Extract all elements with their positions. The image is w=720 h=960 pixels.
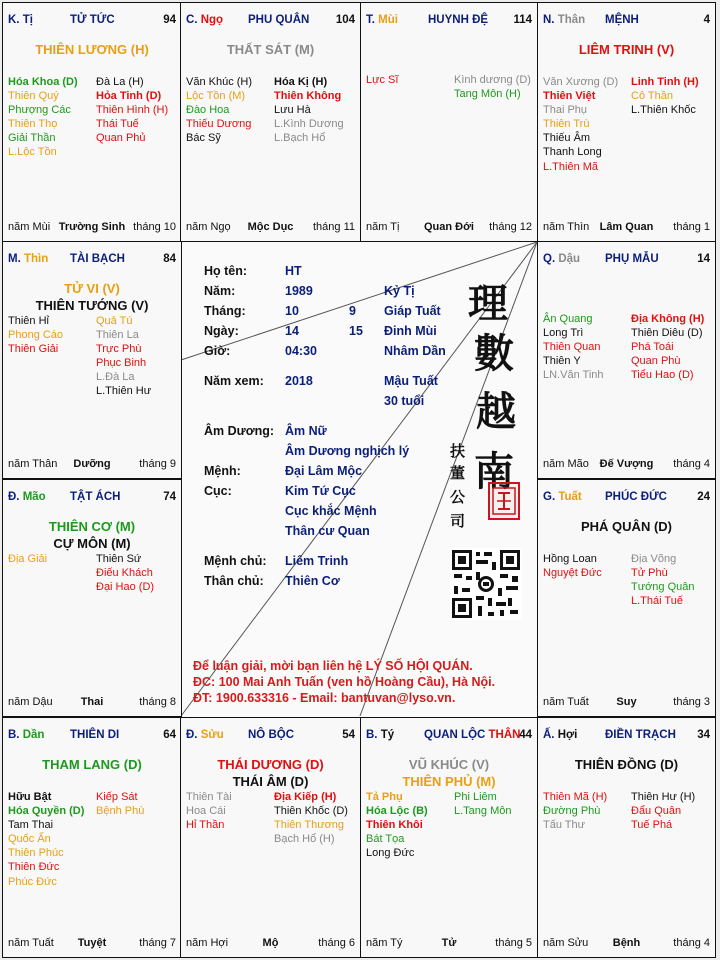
star-column-left [543,312,604,382]
palace-cell-suu[interactable] [180,717,361,958]
minor-star: Tang Môn (H) [454,88,521,101]
minor-star: Quả Tú [96,315,133,327]
calligraphy-char-4: 南 [474,448,514,495]
star-column-right [96,552,154,594]
minor-star: LN.Văn Tinh [543,369,604,382]
minor-star: Long Trì [543,327,584,340]
main-star: THÁI ÂM (D) [232,774,309,789]
palace-cell-dau[interactable] [537,241,716,479]
minor-star: Tiểu Hao (D) [631,369,694,382]
star-column-left [366,73,398,87]
palace-name: PHÚC ĐỨC [605,491,667,503]
main-star: THIÊN ĐỒNG (D) [574,757,679,772]
main-star: THIÊN LƯƠNG (H) [35,42,149,57]
minor-star: Giải Thần [8,132,56,145]
palace-year: năm Ngọ [186,221,231,233]
minor-star: Địa Võng [631,553,677,565]
star-column-left [8,75,78,160]
minor-star: Phục Binh [96,357,147,370]
palace-header [366,729,532,745]
star-column-left [543,552,602,580]
palace-branch: N. Thân [543,14,586,26]
minor-star: Thiên Thọ [8,118,58,131]
palace-header [8,253,176,269]
minor-star: Hoa Cái [186,805,226,818]
minor-star: Lực Sĩ [366,74,399,86]
palace-year: năm Tuất [543,696,589,708]
palace-name: TÀI BẠCH [70,253,125,265]
minor-star: Thiên Phúc [8,847,64,860]
star-column-right [274,790,348,846]
minor-star: Văn Khúc (H) [186,76,253,88]
palace-name: THIÊN DI [70,729,120,741]
minor-star: Ân Quang [543,313,593,325]
main-star: THÁI DƯƠNG (D) [217,757,324,772]
nam-xem-label: Năm xem: [204,374,264,388]
palace-cell-ty[interactable] [360,717,538,958]
minor-star: L.Thiên Hư [96,385,152,398]
star-column-right [631,790,695,832]
palace-year: năm Tuất [8,937,54,949]
palace-name: PHỤ MẪU [605,253,659,265]
minor-star: Kiếp Sát [96,791,138,803]
am-duong-note: Âm Dương nghịch lý [285,444,410,458]
contact-line-2: ĐC: 100 Mai Anh Tuấn (ven hồ Hoàng Cầu), Hà Nội. [193,675,496,689]
than-chu-value: Thiên Cơ [285,574,340,588]
minor-star: Thiên Hình (H) [96,104,169,117]
palace-header [8,729,176,745]
minor-star: Thiên Quý [8,90,59,103]
palace-header [186,729,355,745]
star-column-right [631,552,695,608]
palace-month: tháng 8 [139,696,176,708]
main-stars [3,280,181,314]
minor-star: Cô Thần [631,90,673,103]
minor-star: Đại Hao (D) [96,581,155,594]
star-column-right [274,75,344,145]
minor-star: Kình dương (D) [454,74,531,86]
palace-branch: T. Mùi [366,14,398,26]
minor-star: Thiên Không [274,90,342,103]
minor-star: Thiên Thương [274,819,345,832]
than-chu-label: Thân chủ: [204,574,264,588]
gio-label: Giờ: [204,344,231,358]
palace-age: 4 [703,14,710,26]
palace-year: năm Mùi [8,221,51,233]
palace-age: 44 [519,729,532,741]
palace-stage: Mộc Dục [247,221,294,233]
palace-name: MỆNH [605,14,639,26]
palace-year: năm Tý [366,937,403,949]
minor-star: Phúc Đức [8,875,57,888]
palace-cell-dan[interactable] [2,717,182,958]
palace-branch: G. Tuất [543,491,582,503]
minor-star: Đà La (H) [96,76,144,88]
calligraphy-char-3: 越 [476,388,516,435]
palace-stage: Mộ [262,937,279,949]
palace-age: 34 [697,729,710,741]
palace-name: ĐIỀN TRẠCH [605,729,676,741]
minor-star: Phượng Các [8,104,71,117]
palace-stage: Suy [616,696,637,708]
minor-star: Lưu Hà [274,104,311,117]
am-duong-label: Âm Dương: [204,424,275,438]
palace-age: 104 [335,14,355,26]
palace-name: HUYNH ĐỆ [428,14,489,26]
palace-year: năm Sửu [543,937,589,949]
main-stars [181,41,360,58]
minor-star: Địa Giải [8,553,48,565]
ngay-am-value: 15 [349,324,363,338]
star-column-right [631,312,704,382]
main-star: LIÊM TRINH (V) [578,42,675,57]
star-column-left [543,75,618,174]
menh-label: Mệnh: [204,464,241,478]
palace-header [543,491,710,507]
palace-stage: Trường Sinh [58,221,126,233]
minor-star: Thiên Giải [8,343,59,356]
palace-age: 24 [697,491,710,503]
palace-branch: Ấ. Hợi [543,729,578,741]
main-star: THIÊN PHỦ (M) [402,774,496,789]
qr-code-icon[interactable] [450,548,522,620]
minor-star: Thiên Việt [543,90,596,103]
star-column-left [543,790,607,832]
palace-cell-than[interactable] [537,2,716,242]
palace-stage: Tuyệt [77,937,107,949]
minor-star: Địa Kiếp (H) [274,791,337,803]
calligraphy-small-2: 董 [450,464,466,482]
minor-star: Trực Phù [96,343,142,356]
gio-can-chi: Nhâm Dần [384,344,446,358]
palace-age: 94 [163,14,176,26]
minor-star: Quan Phủ [96,132,146,145]
thang-can-chi: Giáp Tuất [384,304,441,318]
palace-header [8,14,176,30]
minor-star: Long Đức [366,847,415,860]
minor-star: Thiếu Dương [186,118,252,131]
thang-label: Tháng: [204,304,246,318]
palace-year: năm Dậu [8,696,53,708]
minor-star: Thiếu Âm [543,132,591,145]
minor-star: Hóa Kị (H) [274,76,328,88]
palace-age: 74 [163,491,176,503]
palace-month: tháng 6 [318,937,355,949]
minor-star: L.Tang Môn [454,805,512,818]
minor-star: Phi Liêm [454,791,497,803]
am-duong-value: Âm Nữ [285,424,327,438]
palace-stage: Bệnh [612,937,641,949]
palace-month: tháng 10 [133,221,176,233]
menh-chu-label: Mệnh chủ: [204,554,267,568]
palace-cell-tuat[interactable] [537,479,716,717]
minor-star: Thiên Trù [543,118,590,131]
minor-star: Văn Xương (D) [543,76,619,88]
palace-age: 54 [342,729,355,741]
minor-star: Hóa Quyền (D) [8,805,85,818]
palace-name: TỬ TỨC [70,14,115,26]
star-column-left [8,552,47,566]
minor-star: Đường Phù [543,805,601,818]
main-stars [538,756,715,773]
star-column-right [96,314,151,399]
palace-name: NÔ BỘC [248,729,294,741]
palace-year: năm Mão [543,458,589,470]
minor-star: Bác Sỹ [186,132,221,145]
minor-star: Đẩu Quân [631,805,682,818]
contact-line-1: Để luận giải, mời bạn liên hệ LÝ SỐ HỘI QUÁN. [193,659,473,673]
palace-year: năm Tị [366,221,400,233]
main-star: VŨ KHÚC (V) [408,757,490,772]
palace-month: tháng 11 [312,221,355,233]
main-stars [538,518,715,535]
star-column-right [454,73,531,101]
main-star: THIÊN TƯỚNG (V) [35,298,149,313]
main-stars [3,41,181,58]
star-column-left [186,790,232,832]
minor-star: Bệnh Phù [96,805,145,818]
palace-header [543,729,710,745]
star-column-right [631,75,699,117]
minor-star: Bạch Hổ (H) [274,833,335,846]
palace-year: năm Thân [8,458,58,470]
minor-star: L.Kình Dương [274,118,344,131]
minor-star: Nguyệt Đức [543,567,602,580]
palace-name: TẬT ÁCH [70,491,121,503]
main-star: TỬ VI (V) [64,281,120,296]
minor-star: Thiên Hỉ [8,315,49,327]
minor-star: Tuế Phá [631,819,673,832]
menh-value: Đại Lâm Mộc [285,464,363,478]
minor-star: Lộc Tồn (M) [186,90,246,103]
ngay-label: Ngày: [204,324,239,338]
minor-star: Tử Phù [631,567,668,580]
minor-star: Thiên La [96,329,139,342]
thang-am-value: 9 [349,304,356,318]
nam-xem-value: 2018 [285,374,313,388]
star-column-left [186,75,252,145]
main-stars [181,756,360,790]
minor-star: Thiên Sứ [96,553,142,565]
minor-star: L.Lộc Tồn [8,146,57,159]
minor-star: Thiên Quan [543,341,601,354]
minor-star: Thanh Long [543,146,602,159]
palace-header [186,14,355,30]
cuc-value: Kim Tứ Cục [285,484,356,498]
palace-stage: Tử [441,937,457,949]
main-star: CỰ MÔN (M) [53,536,131,551]
minor-star: Tam Thai [8,819,54,832]
minor-star: Đào Hoa [186,104,230,117]
minor-star: Phá Toái [631,341,674,354]
palace-cell-ngo[interactable] [180,2,361,242]
calligraphy-small-3: 公 [450,488,466,506]
minor-star: Thai Phụ [543,104,588,117]
palace-branch: Đ. Sửu [186,729,224,741]
minor-star: Tả Phụ [366,791,403,803]
palace-name: QUAN LỘC THÂN [424,729,521,741]
minor-star: L.Thái Tuế [631,595,683,608]
palace-year: năm Hợi [186,937,229,949]
main-star: THIÊN CƠ (M) [48,519,136,534]
minor-star: L.Bạch Hổ [274,132,326,145]
minor-star: Hữu Bật [8,791,52,803]
ngay-duong-value: 14 [285,324,299,338]
palace-month: tháng 1 [673,221,710,233]
minor-star: Phong Cáo [8,329,64,342]
palace-age: 114 [513,14,532,26]
ho-ten-value: HT [285,264,302,278]
minor-star: Tướng Quân [631,581,695,594]
palace-branch: C. Ngọ [186,14,224,26]
minor-star: Linh Tinh (H) [631,76,699,88]
minor-star: Thiên Khốc (D) [274,805,348,818]
nam-can-chi: Kỷ Tị [384,284,415,298]
minor-star: Quan Phù [631,355,681,368]
palace-cell-mui[interactable] [360,2,538,242]
palace-age: 84 [163,253,176,265]
calligraphy-char-2: 數 [474,330,514,377]
star-column-right [96,790,144,818]
minor-star: Thiên Khôi [366,819,423,832]
minor-star: Thiên Y [543,355,581,368]
palace-branch: K. Tị [8,14,33,26]
menh-chu-value: Liêm Trinh [285,554,349,568]
red-seal-stamp [488,482,520,520]
minor-star: Hóa Lộc (B) [366,805,428,818]
minor-star: Tấu Thư [543,819,586,832]
minor-star: Hóa Khoa (D) [8,76,78,88]
palace-stage: Quan Đới [424,221,474,233]
minor-star: Thiên Mã (H) [543,791,608,803]
palace-month: tháng 4 [673,458,710,470]
nam-xem-can-chi: Mậu Tuất [384,374,438,388]
cuc-note-1: Cục khắc Mệnh [285,504,377,518]
main-stars [538,41,715,58]
minor-star: Địa Không (H) [631,313,705,325]
palace-month: tháng 4 [673,937,710,949]
palace-month: tháng 12 [489,221,532,233]
palace-cell-thin[interactable] [2,241,182,479]
main-star: THAM LANG (D) [42,757,142,772]
ho-ten-label: Họ tên: [204,264,248,278]
palace-month: tháng 9 [139,458,176,470]
calligraphy-char-1: 理 [468,280,508,327]
minor-star: Quốc Ấn [8,833,51,846]
tuoi-value: 30 tuổi [384,394,425,408]
palace-age: 64 [163,729,176,741]
minor-star: Thiên Tài [186,791,232,803]
minor-star: Điếu Khách [96,567,153,580]
palace-branch: Đ. Mão [8,491,46,503]
main-stars [3,518,181,552]
thang-duong-value: 10 [285,304,299,318]
main-stars [3,756,181,773]
palace-age: 14 [697,253,710,265]
palace-header [543,253,710,269]
ngay-can-chi: Đinh Mùi [384,324,437,338]
minor-star: Bát Tọa [366,833,405,846]
star-column-right [96,75,168,145]
palace-branch: B. Tý [366,729,395,741]
palace-header [543,14,710,30]
contact-line-3: ĐT: 1900.633316 - Email: bantuvan@lyso.vn. [193,691,456,705]
cuc-label: Cục: [204,484,232,498]
nam-value: 1989 [285,284,313,298]
palace-month: tháng 7 [139,937,176,949]
star-column-left [8,790,84,889]
star-column-left [366,790,428,860]
calligraphy-small-4: 司 [450,512,466,530]
minor-star: Hồng Loan [543,553,597,565]
palace-cell-mao[interactable] [2,479,182,717]
minor-star: L.Thiên Khốc [631,104,696,117]
palace-branch: B. Dần [8,729,45,741]
palace-month: tháng 5 [495,937,532,949]
minor-star: Hỏa Tinh (D) [96,90,162,103]
palace-branch: M. Thìn [8,253,49,265]
palace-stage: Đế Vượng [599,458,654,470]
star-column-left [8,314,63,356]
star-column-right [454,790,511,818]
minor-star: L.Thiên Mã [543,160,599,173]
palace-year: năm Thìn [543,221,590,233]
nam-label: Năm: [204,284,236,298]
minor-star: Thái Tuế [96,118,139,131]
palace-month: tháng 3 [673,696,710,708]
palace-stage: Thai [80,696,104,708]
palace-stage: Dưỡng [73,458,111,470]
palace-header [366,14,532,30]
minor-star: Hỉ Thần [186,819,225,832]
minor-star: Thiên Hư (H) [631,791,696,803]
minor-star: Thiên Đức [8,861,60,874]
main-stars [361,756,537,790]
palace-header [8,491,176,507]
minor-star: Thiên Diêu (D) [631,327,703,340]
gio-value: 04:30 [285,344,317,358]
calligraphy-small-1: 扶 [450,442,466,460]
minor-star: L.Đà La [96,371,135,384]
palace-cell-hoi[interactable] [537,717,716,958]
main-star: THẤT SÁT (M) [226,42,315,57]
main-star: PHÁ QUÂN (D) [581,519,672,534]
palace-cell-ti[interactable] [2,2,182,242]
palace-branch: Q. Dậu [543,253,581,265]
palace-name: PHU QUÂN [248,14,310,26]
cuc-note-2: Thân cư Quan [285,524,370,538]
palace-stage: Lâm Quan [599,221,654,233]
